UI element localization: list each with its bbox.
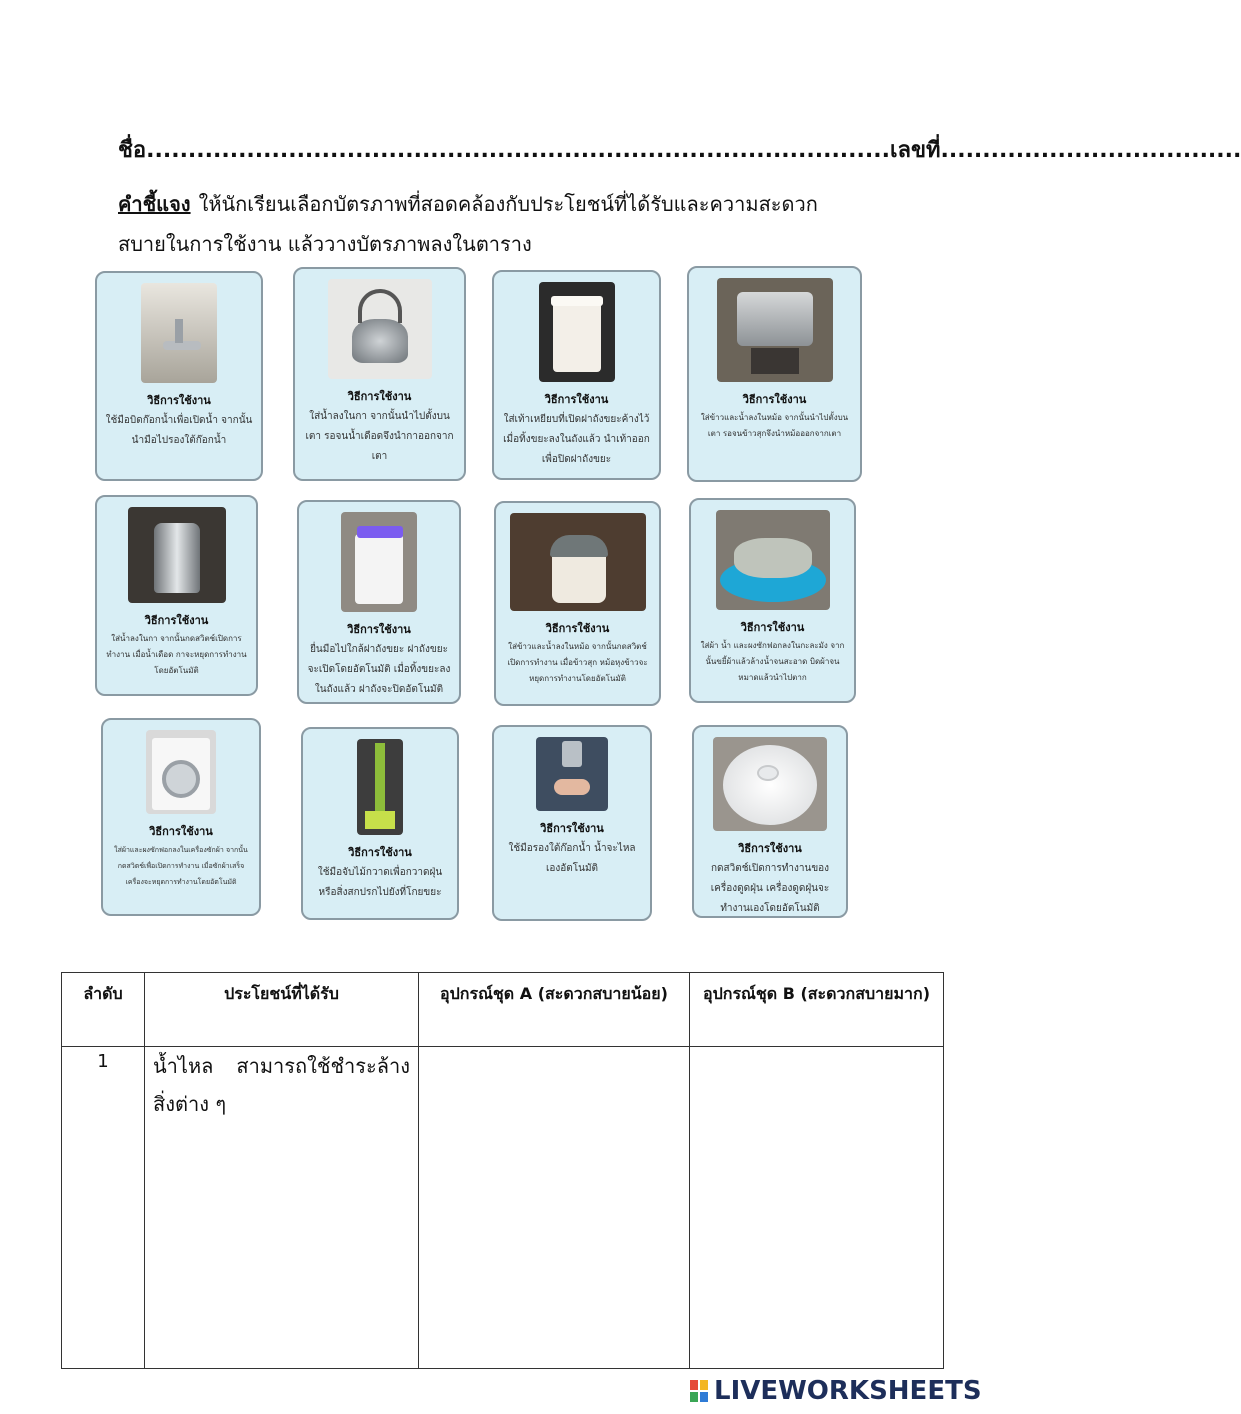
card-title: วิธีการใช้งาน (144, 614, 209, 627)
faucet-icon (141, 283, 217, 383)
card-description: ใส่ข้าวและน้ำลงในหม้อ จากนั้นกดสวิตช์เปิดการทำงาน เมื่อข้าวสุก หม้อหุงข้าวจะหยุดการทำงานโดยอัตโนมัติ (507, 642, 648, 683)
picture-card[interactable] (95, 495, 258, 696)
kettle-icon (328, 279, 432, 379)
sensor-bin-icon (341, 512, 417, 612)
card-description: ใส่ผ้า น้ำ และผงซักฟอกลงในกะละมัง จากนั้นขยี้ผ้าแล้วล้างน้ำจนสะอาด บิดผ้าจนหมาดแล้วนำไปตาก (700, 641, 845, 682)
picture-card[interactable] (492, 270, 661, 480)
liveworksheets-logo[interactable] (690, 1376, 982, 1406)
card-title: วิธีการใช้งาน (147, 394, 211, 407)
card-description: ใช้มือรองใต้ก๊อกน้ำ น้ำจะไหลเองอัตโนมัติ (508, 843, 636, 874)
rice-pot-icon (717, 278, 833, 382)
electric-kettle-icon (128, 507, 226, 603)
wash-basin-icon (716, 510, 830, 610)
table-row (62, 1047, 944, 1369)
picture-card[interactable] (687, 266, 862, 482)
drop-zone-set-b[interactable] (690, 1047, 944, 1369)
picture-card[interactable] (297, 500, 461, 704)
picture-card[interactable] (95, 271, 263, 481)
card-title: วิธีการใช้งาน (545, 622, 610, 635)
picture-card[interactable] (492, 725, 652, 921)
picture-card[interactable] (293, 267, 466, 481)
picture-card[interactable] (101, 718, 261, 916)
broom-icon (357, 739, 403, 835)
washing-machine-icon (146, 730, 216, 814)
header-set-a: อุปกรณ์ชุด A (สะดวกสบายน้อย) (419, 973, 690, 1047)
picture-card[interactable] (692, 725, 848, 918)
instructions (118, 184, 838, 264)
answer-table (61, 972, 944, 1369)
card-description: กดสวิตช์เปิดการทำงานของเครื่องดูดฝุ่น เครื่องดูดฝุ่นจะทำงานเองโดยอัตโนมัติ (710, 863, 830, 914)
picture-card[interactable] (301, 727, 459, 920)
pedal-bin-icon (539, 282, 615, 382)
instructions-text: ให้นักเรียนเลือกบัตรภาพที่สอดคล้องกับประโยชน์ที่ได้รับและความสะดวกสบายในการใช้งาน แล้ววางบัตรภาพลงในตาราง (118, 192, 818, 256)
logo-mark-icon (690, 1380, 708, 1402)
card-title: วิธีการใช้งาน (540, 822, 604, 835)
row-number: 1 (62, 1047, 145, 1369)
card-title: วิธีการใช้งาน (149, 825, 213, 838)
card-description: ใส่เท้าเหยียบที่เปิดฝาถังขยะค้างไว้ เมื่อทิ้งขยะลงในถังแล้ว นำเท้าออกเพื่อปิดฝาถังขยะ (503, 414, 650, 465)
card-title: วิธีการใช้งาน (742, 393, 807, 406)
picture-card[interactable] (494, 501, 661, 706)
rice-cooker-icon (510, 513, 646, 611)
robot-vacuum-icon (713, 737, 827, 831)
card-description: ใส่น้ำลงในกา จากนั้นนำไปตั้งบนเตา รอจนน้ำเดือดจึงนำกาออกจากเตา (305, 411, 454, 462)
picture-card[interactable] (689, 498, 856, 703)
card-title: วิธีการใช้งาน (544, 393, 609, 406)
card-title: วิธีการใช้งาน (347, 390, 412, 403)
header-order: ลำดับ (62, 973, 145, 1047)
card-title: วิธีการใช้งาน (738, 842, 802, 855)
card-description: ใส่ผ้าและผงซักฟอกลงในเครื่องซักผ้า จากนั้นกดสวิตช์เพื่อเปิดการทำงาน เมื่อซักผ้าเสร็จ เครื่องจะหยุดการทำงานโดยอัตโนมัติ (114, 846, 248, 886)
header-benefit: ประโยชน์ที่ได้รับ (145, 973, 419, 1047)
card-description: ใส่ข้าวและน้ำลงในหม้อ จากนั้นนำไปตั้งบนเตา รอจนข้าวสุกจึงนำหม้อออกจากเตา (700, 413, 849, 438)
card-description: ใช้มือบิดก๊อกน้ำเพื่อเปิดน้ำ จากนั้นนำมือไปรองใต้ก๊อกน้ำ (105, 415, 253, 446)
card-title: วิธีการใช้งาน (347, 623, 411, 636)
card-title: วิธีการใช้งาน (740, 621, 805, 634)
card-description: ใส่น้ำลงในกา จากนั้นกดสวิตช์เปิดการทำงาน เมื่อน้ำเดือด กาจะหยุดการทำงานโดยอัตโนมัติ (106, 634, 247, 675)
card-title: วิธีการใช้งาน (348, 846, 412, 859)
instructions-lead: คำชี้แจง (118, 192, 191, 216)
drop-zone-set-a[interactable] (419, 1047, 690, 1369)
card-description: ใช้มือจับไม้กวาดเพื่อกวาดฝุ่นหรือสิ่งสกปรกไปยังที่โกยขยะ (317, 867, 443, 898)
name-and-number-line: ชื่อ.........................................................................................เลขที่.................................... (118, 138, 1241, 163)
logo-text: LIVEWORKSHEETS (714, 1376, 982, 1406)
sensor-faucet-icon (536, 737, 608, 811)
row-benefit: น้ำไหล สามารถใช้ชำระล้างสิ่งต่าง ๆ (145, 1047, 419, 1369)
header-set-b: อุปกรณ์ชุด B (สะดวกสบายมาก) (690, 973, 944, 1047)
card-description: ยื่นมือไปใกล้ฝาถังขยะ ฝาถังขยะจะเปิดโดยอัตโนมัติ เมื่อทิ้งขยะลงในถังแล้ว ฝาถังจะปิดอัตโนมัติ (307, 644, 451, 695)
